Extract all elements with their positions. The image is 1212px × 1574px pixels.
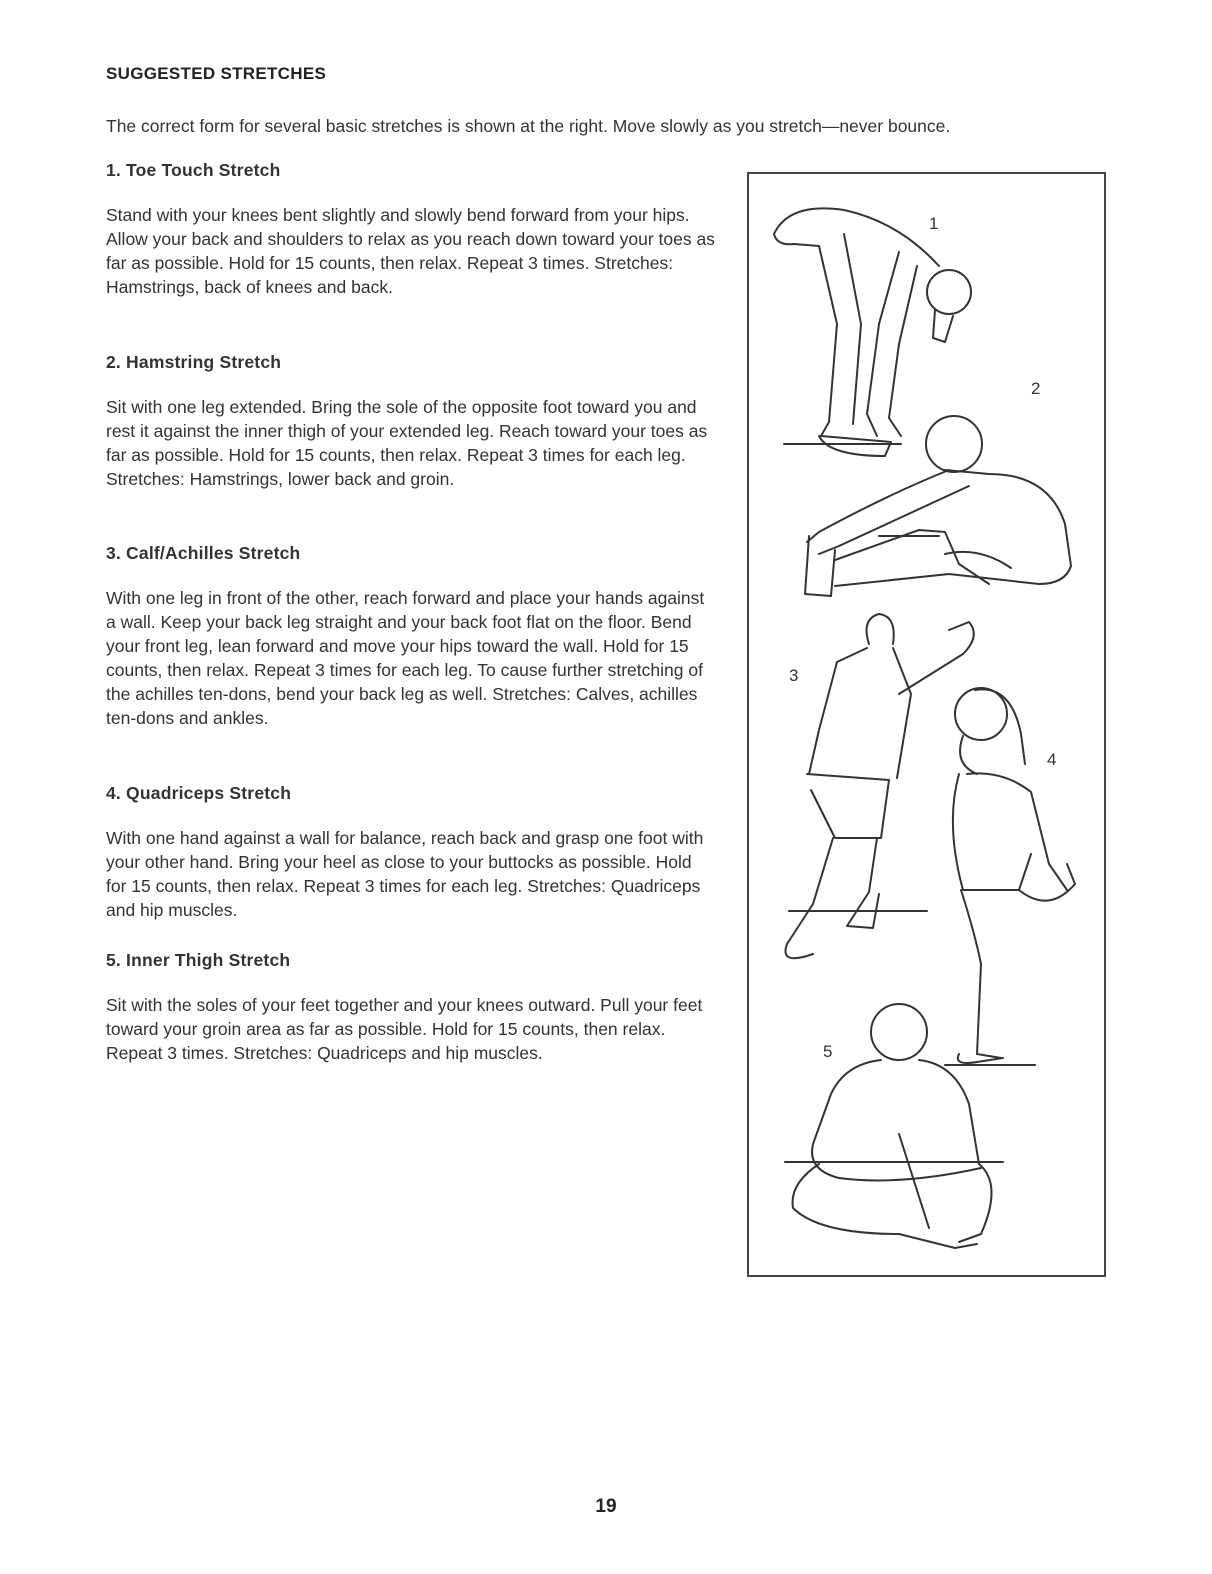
stretch-body: With one leg in front of the other, reach forward and place your hands against a wall. Keep your back leg straight and your back foot flat on the floor. Bend your front leg, lean forward and move your hips toward the wall. Hold for 15 counts, then relax. Repeat 3 times for each leg. To cause further stretching of the achilles ten-dons, bend your back leg as well. Stretches: Calves, achilles ten-dons and ankles. [106, 588, 705, 728]
stretch-calf-achilles [106, 543, 716, 730]
stretch-toe-touch [106, 160, 716, 299]
stretch-heading: 3. Calf/Achilles Stretch [106, 543, 301, 563]
stretch-illustrations [749, 174, 1104, 1275]
figure-label-5: 5 [823, 1042, 833, 1061]
figure-label-2: 2 [1031, 379, 1041, 398]
stretch-illustration-panel [747, 172, 1106, 1277]
stretch-inner-thigh [106, 950, 716, 1065]
stretch-body: Sit with one leg extended. Bring the sole of the opposite foot toward you and rest it against the inner thigh of your extended leg. Reach toward your toes as far as possible. Hold for 15 counts, then relax. Repeat 3 times for each leg. Stretches: Hamstrings, lower back and groin. [106, 397, 708, 489]
page-number: 19 [595, 1496, 617, 1517]
stretch-heading: 5. Inner Thigh Stretch [106, 950, 291, 970]
stretch-heading: 1. Toe Touch Stretch [106, 160, 281, 180]
figure-calf-achilles-illustration [785, 614, 973, 958]
figure-label-1: 1 [929, 214, 939, 233]
intro-text: The correct form for several basic stretches is shown at the right. Move slowly as you stretch—never bounce. [106, 116, 951, 136]
stretch-body: Stand with your knees bent slightly and slowly bend forward from your hips. Allow your back and shoulders to relax as you reach down toward your toes as far as possible. Hold for 15 counts, then relax. Repeat 3 times. Stretches: Hamstrings, back of knees and back. [106, 205, 715, 297]
figure-quadriceps-illustration [945, 688, 1075, 1065]
figure-label-4: 4 [1047, 750, 1057, 769]
stretch-hamstring [106, 352, 716, 491]
figure-label-3: 3 [789, 666, 799, 685]
stretch-quadriceps [106, 783, 716, 922]
stretch-heading: 4. Quadriceps Stretch [106, 783, 292, 803]
stretch-heading: 2. Hamstring Stretch [106, 352, 282, 372]
section-title: SUGGESTED STRETCHES [106, 64, 327, 83]
stretch-body: Sit with the soles of your feet together and your knees outward. Pull your feet toward your groin area as far as possible. Hold for 15 counts, then relax. Repeat 3 times. Stretches: Quadriceps and hip muscles. [106, 995, 703, 1063]
stretch-body: With one hand against a wall for balance, reach back and grasp one foot with your other hand. Bring your heel as close to your buttocks as possible. Hold for 15 counts, then relax. Repeat 3 times for each leg. Stretches: Quadriceps and hip muscles. [106, 828, 704, 920]
figure-inner-thigh-illustration [785, 1004, 1003, 1248]
